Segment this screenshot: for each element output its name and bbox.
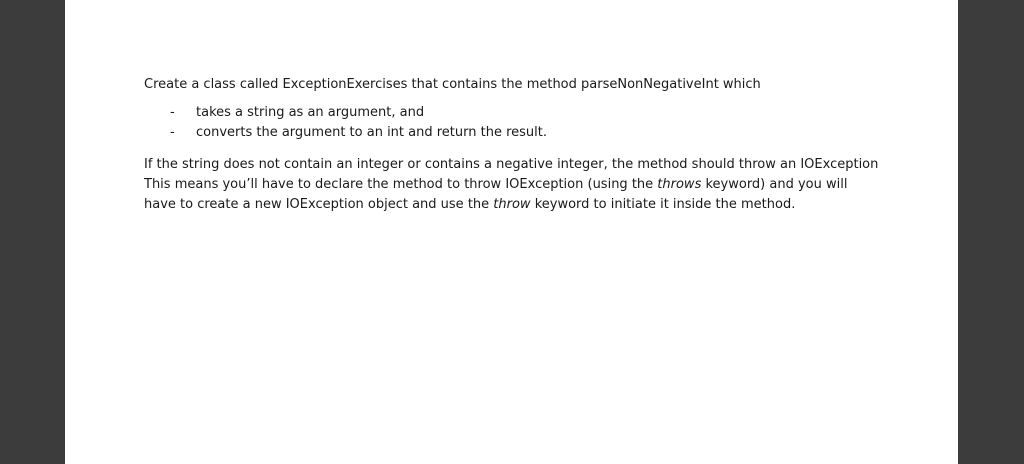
- bullet-text: converts the argument to an int and return the result.: [196, 125, 547, 140]
- list-item: [144, 123, 934, 143]
- paragraph-line: [144, 155, 934, 175]
- paragraph-text: keyword to initiate it inside the method.: [530, 197, 796, 212]
- paragraph-text: keyword) and you will: [701, 177, 848, 192]
- document-page: [65, 0, 958, 464]
- keyword-throws: throws: [657, 177, 702, 192]
- paragraph-line: [144, 175, 934, 195]
- keyword-throw: throw: [493, 197, 531, 212]
- page-content: [144, 75, 934, 215]
- list-item: [144, 103, 934, 123]
- bullet-list: [144, 103, 934, 143]
- bullet-text: takes a string as an argument, and: [196, 105, 425, 120]
- body-paragraph: [144, 155, 934, 215]
- bullet-marker: -: [170, 125, 175, 140]
- paragraph-text: have to create a new IOException object and use the: [144, 197, 494, 212]
- bullet-marker: -: [170, 105, 175, 120]
- paragraph-text: This means you’ll have to declare the method to throw IOException (using the: [144, 177, 658, 192]
- intro-text: Create a class called ExceptionExercises that contains the method parseNonNegativeInt which: [144, 77, 761, 92]
- paragraph-text: If the string does not contain an integer or contains a negative integer, the method should throw an IOException: [144, 157, 879, 172]
- paragraph-line: [144, 195, 934, 215]
